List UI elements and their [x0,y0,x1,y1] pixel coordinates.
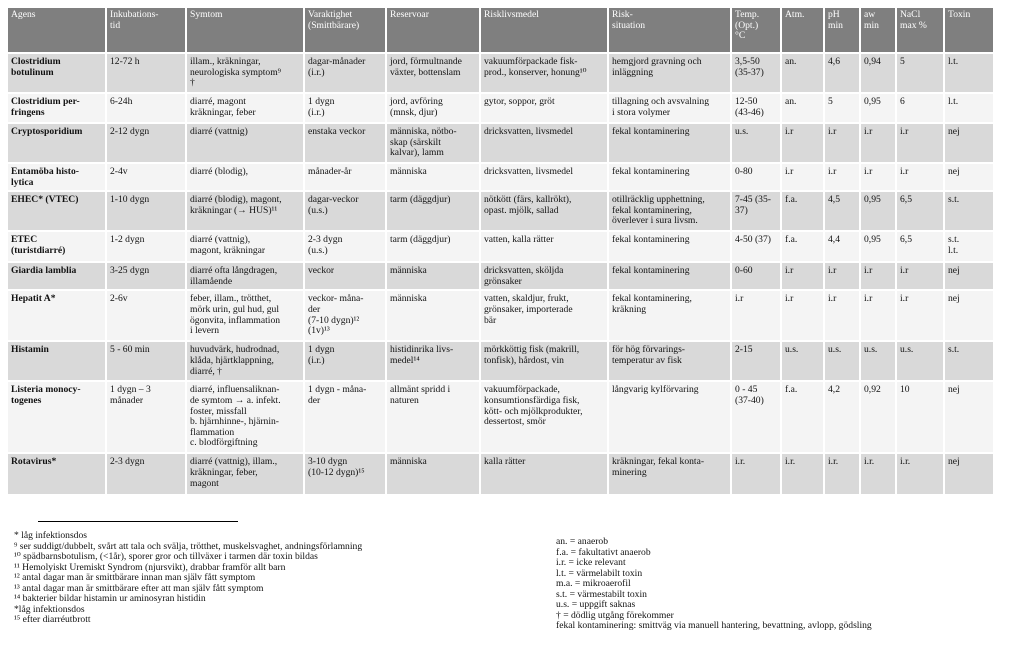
table-cell: i.r [860,163,896,191]
table-cell: i.r. [731,453,781,494]
table-cell: jord, förmultnande växter, bottenslam [386,53,480,93]
table-cell: fekal kontaminering [608,262,731,290]
table-cell: 5 - 60 min [106,341,186,381]
table-row [8,123,994,163]
table-row [8,453,994,494]
header-varaktighet: Varaktighet (Smittbärare) [304,8,386,53]
table-cell: i.r [860,123,896,163]
table-row [8,290,994,341]
table-cell: f.a. [781,191,824,231]
header-temp: Temp. (Opt.) °C [731,8,781,53]
table-cell: långvarig kylförvaring [608,381,731,453]
table-cell: otillräcklig upphettning, fekal kontaminering, överlever i sura livsm. [608,191,731,231]
table-row [8,262,994,290]
table-cell: i.r [781,123,824,163]
agent-name-cell: Giardia lamblia [8,262,106,290]
table-cell: diarré (blodig), [186,163,304,191]
table-cell: fekal kontaminering [608,163,731,191]
table-cell: an. [781,93,824,123]
table-cell: i.r [781,262,824,290]
footnote-line: * låg infektionsdos [14,530,88,541]
legend-line: s.t. = värmestabilt toxin [556,588,647,600]
table-header-row [8,8,994,53]
table-cell: 1 dygn (i.r.) [304,341,386,381]
table-cell: i.r [896,163,944,191]
table-cell: 3-25 dygn [106,262,186,290]
header-agens: Agens [8,8,106,53]
header-toxin: Toxin [944,8,994,53]
table-cell: i.r [824,262,860,290]
table-cell: 3,5-50 (35-37) [731,53,781,93]
abbreviation-legend [556,537,1016,632]
table-cell: för hög förvarings- temperatur av fisk [608,341,731,381]
agent-name-cell: Entamöba histo- lytica [8,163,106,191]
table-cell: 0,92 [860,381,896,453]
table-cell: månader-år [304,163,386,191]
table-cell: i.r [781,163,824,191]
footnote-line: *låg infektionsdos [14,603,85,615]
agent-name-cell: Histamin [8,341,106,381]
table-cell: 0,95 [860,93,896,123]
table-cell: s.t. [944,191,994,231]
header-nacl-max: NaCl max % [896,8,944,53]
table-cell: u.s. [824,341,860,381]
footnote-line: ¹⁰ spädbarnsbotulism, (<1år), sporer gror och tillväxer i tarmen där toxin bildas [14,551,318,562]
table-cell: 1 dygn - måna- der [304,381,386,453]
table-cell: i.r [896,262,944,290]
table-cell: 0,95 [860,191,896,231]
table-cell: veckor- måna- der (7-10 dygn)¹² (1v)¹³ [304,290,386,341]
table-cell: vakuumförpackade, konsumtionsfärdiga fisk, kött- och mjölkprodukter, dessertost, smör [480,381,608,453]
table-cell: i.r [896,123,944,163]
agent-name-cell: Listeria monocy- togenes [8,381,106,453]
table-cell: 1-10 dygn [106,191,186,231]
table-cell: f.a. [781,231,824,262]
table-cell: nej [944,381,994,453]
table-cell: diarré, magont kräkningar, feber [186,93,304,123]
table-cell: i.r [860,290,896,341]
table-row [8,93,994,123]
table-cell: människa, nötbo- skap (särskilt kalvar), lamm [386,123,480,163]
table-cell: 12-50 (43-46) [731,93,781,123]
table-cell: 1 dygn (i.r.) [304,93,386,123]
table-cell: vatten, kalla rätter [480,231,608,262]
table-cell: i.r. [824,453,860,494]
table-cell: dricksvatten, livsmedel [480,123,608,163]
table-cell: 4,2 [824,381,860,453]
table-cell: veckor [304,262,386,290]
table-cell: 2-15 [731,341,781,381]
footnote-line: ¹¹ Hemolyiskt Uremiskt Syndrom (njursvikt), drabbar framför allt barn [14,561,286,573]
table-cell: u.s. [860,341,896,381]
table-cell: f.a. [781,381,824,453]
table-cell: diarré ofta långdragen, illamående [186,262,304,290]
table-cell: 10 [896,381,944,453]
footnote-line: ⁹ ser suddigt/dubbelt, svårt att tala och svälja, trötthet, muskelsvaghet, andningsförlamning [14,540,363,552]
header-reservoar: Reservoar [386,8,480,53]
table-row [8,163,994,191]
header-atm: Atm. [781,8,824,53]
legend-line: f.a. = fakultativt anaerob [556,546,651,558]
table-cell: dricksvatten, sköljda grönsaker [480,262,608,290]
table-cell: allmänt spridd i naturen [386,381,480,453]
table-row [8,381,994,453]
legend-line: l.t. = värmelabilt toxin [556,567,643,579]
table-cell: i.r [731,290,781,341]
header-ph-min: pH min [824,8,860,53]
table-cell: i.r [824,123,860,163]
table-cell: histidinrika livs- medel¹⁴ [386,341,480,381]
table-cell: nej [944,123,994,163]
footnote-line: ¹⁵ efter diarréutbrott [14,614,91,625]
table-cell: i.r [896,290,944,341]
table-cell: 1 dygn – 3 månader [106,381,186,453]
table-cell: nej [944,453,994,494]
footnote-line: ¹² antal dagar man är smittbärare innan man själv fått symptom [14,572,256,583]
table-cell: diarré (blodig), magont, kräkningar (→ HUS)¹¹ [186,191,304,231]
table-cell: u.s. [781,341,824,381]
table-cell: tillagning och avsvalning i stora volymer [608,93,731,123]
table-cell: 6-24h [106,93,186,123]
table-cell: vakuumförpackade fisk- prod., konserver, honung¹⁰ [480,53,608,93]
table-row [8,53,994,93]
table-body [8,53,994,494]
table-cell: nej [944,163,994,191]
footnote-line: ¹³ antal dagar man är smittbärare efter att man själv fått symptom [14,582,264,594]
table-cell: människa [386,290,480,341]
agent-name-cell: Clostridium per- fringens [8,93,106,123]
table-cell: nej [944,290,994,341]
table-cell: s.t. [944,341,994,381]
pathogen-table [8,8,995,494]
table-cell: diarré (vattnig), magont, kräkningar [186,231,304,262]
table-cell: nej [944,262,994,290]
table-cell: människa [386,453,480,494]
table-cell: 2-4v [106,163,186,191]
table-cell: gytor, soppor, gröt [480,93,608,123]
table-cell: människa [386,163,480,191]
legend-line: fekal kontaminering: smittväg via manuell hantering, bevattning, avlopp, gödsling [556,620,872,631]
table-cell: 6 [896,93,944,123]
header-symtom: Symtom [186,8,304,53]
table-cell: huvudvärk, hudrodnad, klåda, hjärtklappning, diarré, † [186,341,304,381]
table-cell: 0-80 [731,163,781,191]
table-cell: 0-60 [731,262,781,290]
table-cell: i.r. [896,453,944,494]
header-aw-min: aw min [860,8,896,53]
table-cell: fekal kontaminering [608,231,731,262]
header-inkubationstid: Inkubations- tid [106,8,186,53]
table-cell: tarm (däggdjur) [386,231,480,262]
table-cell: jord, avföring (mnsk, djur) [386,93,480,123]
table-cell: fekal kontaminering [608,123,731,163]
table-cell: 12-72 h [106,53,186,93]
table-row [8,341,994,381]
legend-line: an. = anaerob [556,536,609,547]
table-cell: 2-3 dygn (u.s.) [304,231,386,262]
table-cell: vatten, skaldjur, frukt, grönsaker, importerade bär [480,290,608,341]
agent-name-cell: ETEC (turistdiarré) [8,231,106,262]
table-cell: 4,6 [824,53,860,93]
table-cell: l.t. [944,53,994,93]
table-cell: i.r [781,290,824,341]
footnote-rule [38,521,238,522]
table-cell: 2-12 dygn [106,123,186,163]
legend-line: i.r. = icke relevant [556,557,626,568]
table-cell: 4,5 [824,191,860,231]
table-cell: 2-3 dygn [106,453,186,494]
table-row [8,191,994,231]
table-cell: dagar-månader (i.r.) [304,53,386,93]
table-cell: diarré (vattnig) [186,123,304,163]
table-row [8,231,994,262]
table-cell: 5 [896,53,944,93]
legend-line: m.a. = mikroaerofil [556,578,631,589]
table-cell: i.r [824,163,860,191]
table-cell: diarré, influensaliknan- de symtom → a. infekt. foster, missfall b. hjärnhinne-, hjärnin- flammation c. blodförgiftning [186,381,304,453]
table-cell: l.t. [944,93,994,123]
table-cell: i.r [860,262,896,290]
table-cell: människa [386,262,480,290]
table-cell: 0 - 45 (37-40) [731,381,781,453]
table-cell: 1-2 dygn [106,231,186,262]
table-cell: 6,5 [896,231,944,262]
table-cell: 2-6v [106,290,186,341]
table-cell: feber, illam., trötthet, mörk urin, gul hud, gul ögonvita, inflammation i levern [186,290,304,341]
table-cell: an. [781,53,824,93]
table-cell: hemgjord gravning och inläggning [608,53,731,93]
table-cell: dricksvatten, livsmedel [480,163,608,191]
agent-name-cell: Rotavirus* [8,453,106,494]
legend-line: u.s. = uppgift saknas [556,599,636,610]
header-risksituation: Risk- situation [608,8,731,53]
table-cell: i.r. [860,453,896,494]
table-cell: kalla rätter [480,453,608,494]
legend-line: † = dödlig utgång förekommer [556,609,674,621]
footnote-line: ¹⁴ bakterier bildar histamin ur aminosyran histidin [14,593,206,604]
table-cell: fekal kontaminering, kräkning [608,290,731,341]
header-risklivsmedel: Risklivsmedel [480,8,608,53]
agent-name-cell: Cryptosporidium [8,123,106,163]
table-cell: s.t. l.t. [944,231,994,262]
table-cell: i.r. [781,453,824,494]
table-cell: mörkköttig fisk (makrill, tonfisk), hårdost, vin [480,341,608,381]
agent-name-cell: Hepatit A* [8,290,106,341]
footnotes [14,531,534,626]
table-cell: 4,4 [824,231,860,262]
table-cell: 4-50 (37) [731,231,781,262]
agent-name-cell: Clostridium botulinum [8,53,106,93]
table-cell: enstaka veckor [304,123,386,163]
table-cell: tarm (däggdjur) [386,191,480,231]
table-cell: 0,94 [860,53,896,93]
table-cell: kräkningar, fekal konta- minering [608,453,731,494]
table-cell: u.s. [731,123,781,163]
table-cell: u.s. [896,341,944,381]
table-cell: 3-10 dygn (10-12 dygn)¹⁵ [304,453,386,494]
table-cell: 6,5 [896,191,944,231]
table-cell: diarré (vattnig), illam., kräkningar, feber, magont [186,453,304,494]
table-cell: dagar-veckor (u.s.) [304,191,386,231]
table-cell: 5 [824,93,860,123]
agent-name-cell: EHEC* (VTEC) [8,191,106,231]
table-cell: nötkött (färs, kallrökt), opast. mjölk, sallad [480,191,608,231]
table-cell: illam., kräkningar, neurologiska symptom⁹ † [186,53,304,93]
table-cell: i.r [824,290,860,341]
table-cell: 0,95 [860,231,896,262]
table-cell: 7-45 (35- 37) [731,191,781,231]
